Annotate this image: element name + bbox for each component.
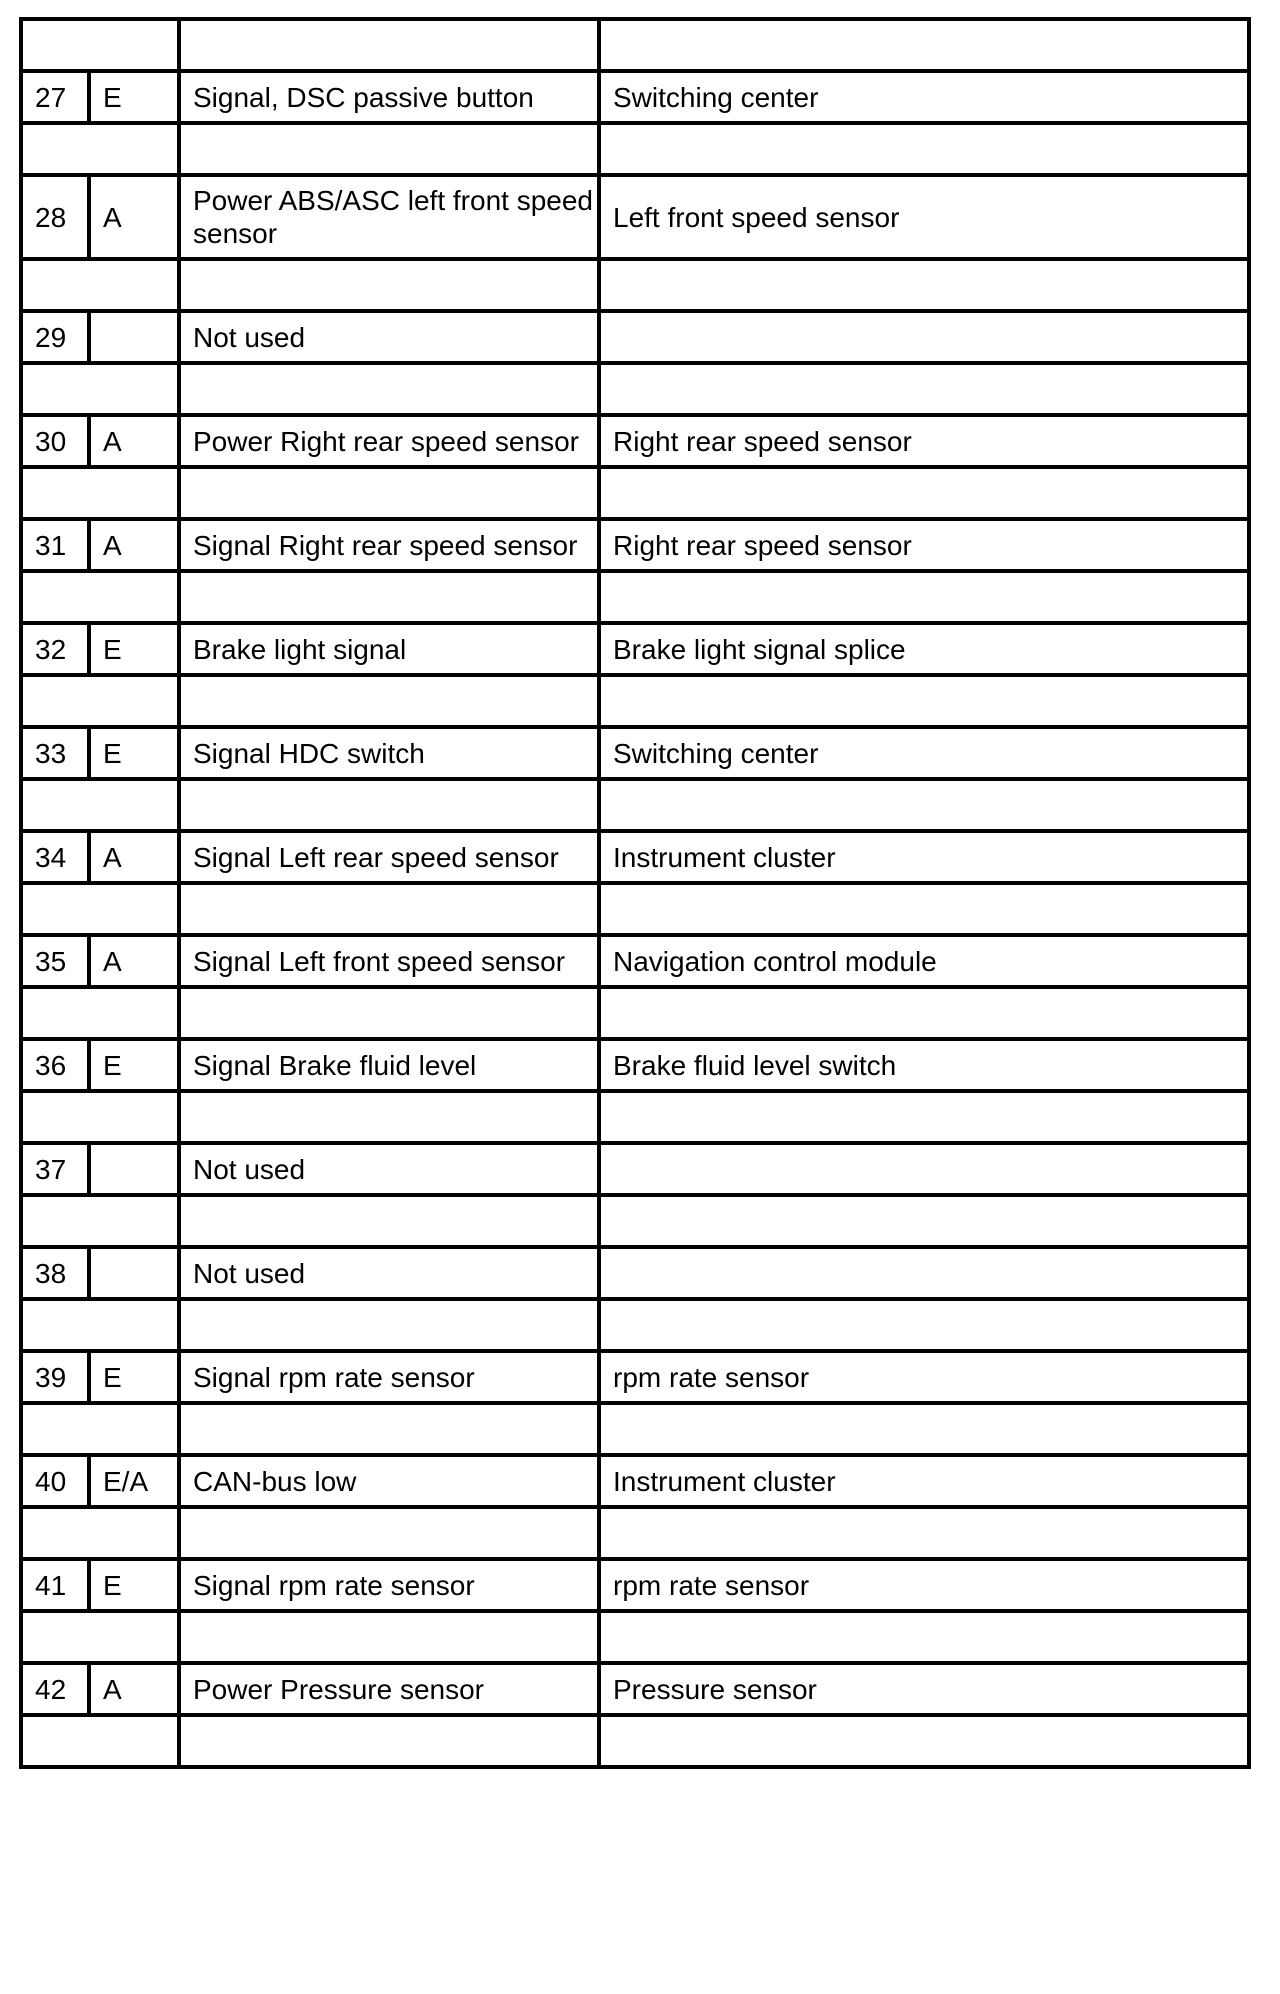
spacer-cell bbox=[599, 1403, 1249, 1455]
spacer-row bbox=[21, 883, 1249, 935]
spacer-cell bbox=[599, 779, 1249, 831]
spacer-cell bbox=[179, 363, 599, 415]
pin-number-cell: 35 bbox=[21, 935, 89, 987]
connection-cell bbox=[599, 1143, 1249, 1195]
pin-number-cell: 28 bbox=[21, 175, 89, 259]
spacer-cell bbox=[179, 1403, 599, 1455]
spacer-cell bbox=[179, 883, 599, 935]
pin-number-cell: 33 bbox=[21, 727, 89, 779]
spacer-cell bbox=[599, 1715, 1249, 1767]
signal-type-cell: A bbox=[89, 415, 179, 467]
signal-type-cell: E bbox=[89, 727, 179, 779]
spacer-cell bbox=[21, 1091, 179, 1143]
signal-type-cell: E bbox=[89, 1351, 179, 1403]
pin-description-cell: Not used bbox=[179, 1143, 599, 1195]
spacer-cell bbox=[599, 19, 1249, 71]
spacer-row bbox=[21, 123, 1249, 175]
connection-cell: Right rear speed sensor bbox=[599, 519, 1249, 571]
spacer-row bbox=[21, 1299, 1249, 1351]
spacer-cell bbox=[21, 987, 179, 1039]
pin-assignment-table bbox=[19, 17, 1251, 1769]
connection-cell: Brake fluid level switch bbox=[599, 1039, 1249, 1091]
spacer-row bbox=[21, 1195, 1249, 1247]
pin-number-cell: 34 bbox=[21, 831, 89, 883]
pin-description-cell: Power Right rear speed sensor bbox=[179, 415, 599, 467]
pin-row bbox=[21, 311, 1249, 363]
signal-type-cell: E bbox=[89, 623, 179, 675]
spacer-row bbox=[21, 467, 1249, 519]
connection-cell: Brake light signal splice bbox=[599, 623, 1249, 675]
signal-type-cell: A bbox=[89, 175, 179, 259]
connection-cell: Switching center bbox=[599, 727, 1249, 779]
pin-description-cell: Signal Left front speed sensor bbox=[179, 935, 599, 987]
pin-number-cell: 32 bbox=[21, 623, 89, 675]
spacer-row bbox=[21, 1715, 1249, 1767]
spacer-cell bbox=[21, 1715, 179, 1767]
signal-type-cell: E/A bbox=[89, 1455, 179, 1507]
pin-row bbox=[21, 519, 1249, 571]
pin-row bbox=[21, 1455, 1249, 1507]
pin-row bbox=[21, 415, 1249, 467]
spacer-cell bbox=[21, 19, 179, 71]
pin-row bbox=[21, 1247, 1249, 1299]
pin-row bbox=[21, 1559, 1249, 1611]
pin-row bbox=[21, 935, 1249, 987]
spacer-cell bbox=[179, 259, 599, 311]
spacer-cell bbox=[21, 1195, 179, 1247]
signal-type-cell bbox=[89, 311, 179, 363]
pin-number-cell: 27 bbox=[21, 71, 89, 123]
spacer-cell bbox=[21, 571, 179, 623]
spacer-cell bbox=[179, 1195, 599, 1247]
pin-description-cell: Power Pressure sensor bbox=[179, 1663, 599, 1715]
spacer-cell bbox=[599, 987, 1249, 1039]
spacer-cell bbox=[599, 259, 1249, 311]
spacer-cell bbox=[179, 1611, 599, 1663]
spacer-row bbox=[21, 675, 1249, 727]
spacer-cell bbox=[179, 19, 599, 71]
connection-cell bbox=[599, 1247, 1249, 1299]
spacer-row bbox=[21, 1507, 1249, 1559]
pin-row bbox=[21, 1663, 1249, 1715]
spacer-cell bbox=[599, 1611, 1249, 1663]
spacer-cell bbox=[179, 467, 599, 519]
pin-row bbox=[21, 623, 1249, 675]
pin-description-cell: Signal, DSC passive button bbox=[179, 71, 599, 123]
pin-description-cell: Brake light signal bbox=[179, 623, 599, 675]
spacer-cell bbox=[21, 467, 179, 519]
spacer-row bbox=[21, 363, 1249, 415]
spacer-cell bbox=[21, 259, 179, 311]
spacer-cell bbox=[599, 883, 1249, 935]
signal-type-cell bbox=[89, 1143, 179, 1195]
pin-description-cell: Signal rpm rate sensor bbox=[179, 1351, 599, 1403]
spacer-cell bbox=[21, 1611, 179, 1663]
signal-type-cell: A bbox=[89, 1663, 179, 1715]
pin-description-cell: Not used bbox=[179, 311, 599, 363]
spacer-cell bbox=[179, 123, 599, 175]
pin-description-cell: Signal Brake fluid level bbox=[179, 1039, 599, 1091]
connection-cell: Instrument cluster bbox=[599, 831, 1249, 883]
pin-row bbox=[21, 1351, 1249, 1403]
pin-description-cell: Signal rpm rate sensor bbox=[179, 1559, 599, 1611]
spacer-cell bbox=[599, 363, 1249, 415]
pin-table-body bbox=[21, 19, 1249, 1767]
pin-description-cell: Power ABS/ASC left front speed sensor bbox=[179, 175, 599, 259]
spacer-cell bbox=[21, 123, 179, 175]
pin-number-cell: 41 bbox=[21, 1559, 89, 1611]
spacer-cell bbox=[179, 1715, 599, 1767]
pin-description-cell: Signal Left rear speed sensor bbox=[179, 831, 599, 883]
spacer-cell bbox=[21, 1507, 179, 1559]
pin-description-cell: Signal Right rear speed sensor bbox=[179, 519, 599, 571]
signal-type-cell: E bbox=[89, 1039, 179, 1091]
spacer-cell bbox=[179, 779, 599, 831]
pin-description-cell: CAN-bus low bbox=[179, 1455, 599, 1507]
spacer-cell bbox=[179, 1299, 599, 1351]
signal-type-cell: E bbox=[89, 71, 179, 123]
connection-cell: Left front speed sensor bbox=[599, 175, 1249, 259]
pin-row bbox=[21, 1039, 1249, 1091]
pin-number-cell: 37 bbox=[21, 1143, 89, 1195]
signal-type-cell: A bbox=[89, 935, 179, 987]
connection-cell: Navigation control module bbox=[599, 935, 1249, 987]
spacer-cell bbox=[179, 571, 599, 623]
spacer-row bbox=[21, 1091, 1249, 1143]
spacer-cell bbox=[21, 675, 179, 727]
pin-row bbox=[21, 727, 1249, 779]
connection-cell: rpm rate sensor bbox=[599, 1559, 1249, 1611]
spacer-cell bbox=[21, 363, 179, 415]
signal-type-cell: E bbox=[89, 1559, 179, 1611]
spacer-row bbox=[21, 1611, 1249, 1663]
connection-cell: Right rear speed sensor bbox=[599, 415, 1249, 467]
connection-cell: Switching center bbox=[599, 71, 1249, 123]
spacer-row bbox=[21, 571, 1249, 623]
spacer-cell bbox=[179, 675, 599, 727]
pin-row bbox=[21, 71, 1249, 123]
pin-number-cell: 29 bbox=[21, 311, 89, 363]
spacer-cell bbox=[21, 779, 179, 831]
pin-number-cell: 40 bbox=[21, 1455, 89, 1507]
pin-row bbox=[21, 1143, 1249, 1195]
spacer-cell bbox=[179, 1507, 599, 1559]
pin-row bbox=[21, 175, 1249, 259]
spacer-cell bbox=[599, 571, 1249, 623]
connection-cell bbox=[599, 311, 1249, 363]
connection-cell: rpm rate sensor bbox=[599, 1351, 1249, 1403]
signal-type-cell: A bbox=[89, 831, 179, 883]
pin-number-cell: 39 bbox=[21, 1351, 89, 1403]
spacer-cell bbox=[599, 675, 1249, 727]
connection-cell: Instrument cluster bbox=[599, 1455, 1249, 1507]
spacer-cell bbox=[179, 1091, 599, 1143]
spacer-cell bbox=[21, 883, 179, 935]
pin-description-cell: Signal HDC switch bbox=[179, 727, 599, 779]
pin-number-cell: 31 bbox=[21, 519, 89, 571]
pin-number-cell: 38 bbox=[21, 1247, 89, 1299]
spacer-row bbox=[21, 259, 1249, 311]
spacer-row bbox=[21, 779, 1249, 831]
pin-number-cell: 42 bbox=[21, 1663, 89, 1715]
spacer-row bbox=[21, 19, 1249, 71]
connection-cell: Pressure sensor bbox=[599, 1663, 1249, 1715]
pin-row bbox=[21, 831, 1249, 883]
spacer-row bbox=[21, 1403, 1249, 1455]
pin-number-cell: 36 bbox=[21, 1039, 89, 1091]
signal-type-cell bbox=[89, 1247, 179, 1299]
spacer-cell bbox=[599, 123, 1249, 175]
pin-description-cell: Not used bbox=[179, 1247, 599, 1299]
spacer-row bbox=[21, 987, 1249, 1039]
spacer-cell bbox=[599, 1507, 1249, 1559]
pin-number-cell: 30 bbox=[21, 415, 89, 467]
spacer-cell bbox=[599, 1195, 1249, 1247]
spacer-cell bbox=[599, 1299, 1249, 1351]
spacer-cell bbox=[21, 1299, 179, 1351]
signal-type-cell: A bbox=[89, 519, 179, 571]
spacer-cell bbox=[179, 987, 599, 1039]
spacer-cell bbox=[599, 1091, 1249, 1143]
spacer-cell bbox=[599, 467, 1249, 519]
spacer-cell bbox=[21, 1403, 179, 1455]
